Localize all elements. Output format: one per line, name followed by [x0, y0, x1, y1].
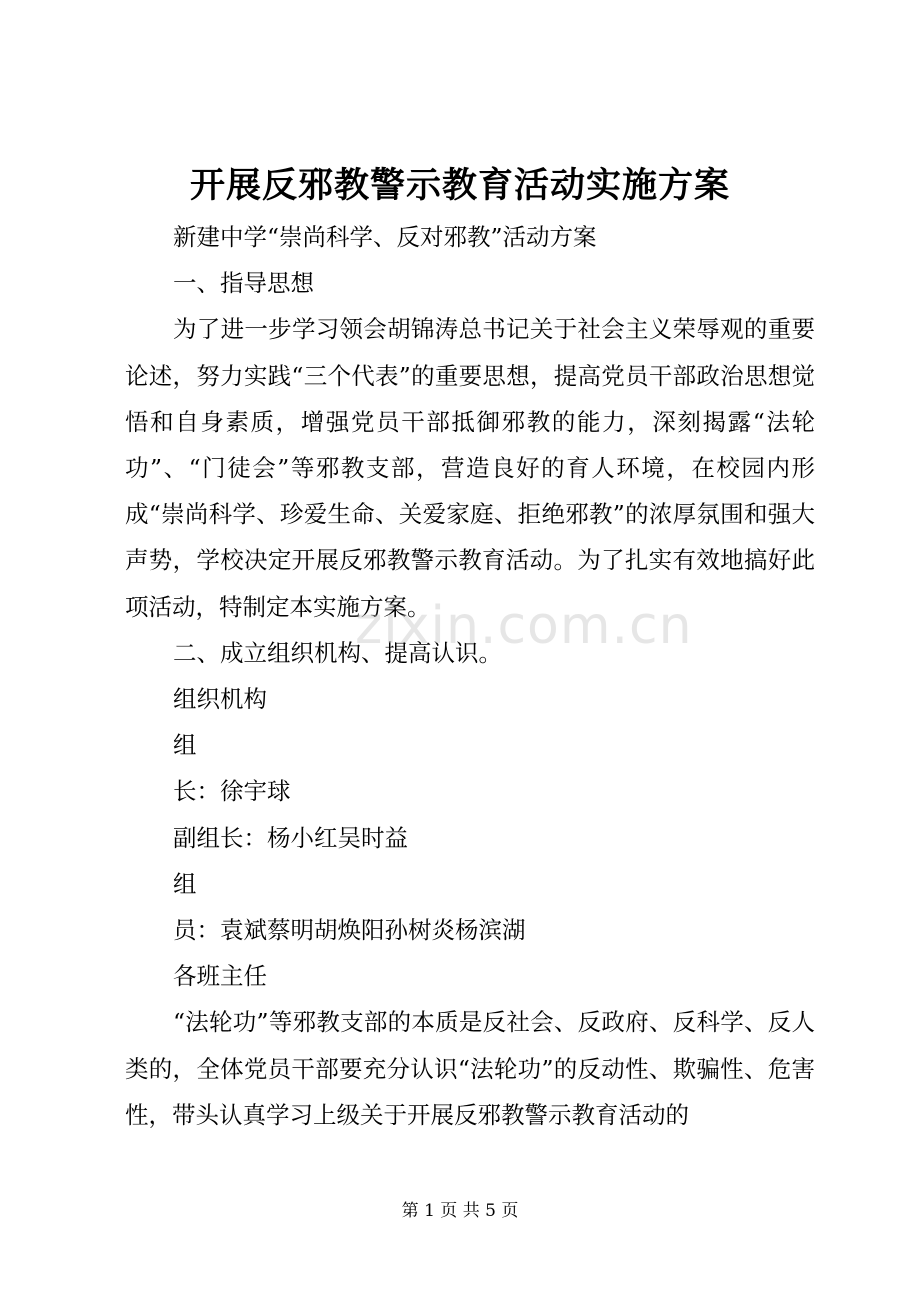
paragraph-member-prefix: 组	[173, 869, 197, 898]
document-body	[125, 214, 815, 1138]
paragraph-heading-organization: 二、成立组织机构、提高认识。	[173, 638, 502, 667]
paragraph-organization-label: 组织机构	[173, 685, 267, 714]
paragraph-cult-nature: “法轮功”等邪教支部的本质是反社会、反政府、反科学、反人类的，全体党员干部要充分认识“法轮功”的反动性、欺骗性、危害性，带头认真学习上级关于开展反邪教警示教育活动的	[125, 1008, 815, 1129]
watermark: zixin.com.cn	[355, 596, 693, 656]
paragraph-heading-guiding-thought: 一、指导思想	[173, 269, 314, 298]
paragraph-purpose: 为了进一步学习领会胡锦涛总书记关于社会主义荣辱观的重要论述，努力实践“三个代表”的重要思想，提高党员干部政治思想觉悟和自身素质，增强党员干部抵御邪教的能力，深刻揭露“法轮功”、“门徒会”等邪教支部，营造良好的育人环境，在校园内形成“崇尚科学、珍爱生命、关爱家庭、拒绝邪教”的浓厚氛围和强大声势，学校决定开展反邪教警示教育活动。为了扎实有效地搞好此项活动，特制定本实施方案。	[125, 315, 815, 621]
paragraph-group-prefix: 组	[173, 731, 197, 760]
paragraph-class-teachers: 各班主任	[173, 962, 267, 991]
paragraph-members: 员：袁斌蔡明胡焕阳孙树炎杨滨湖	[173, 916, 526, 945]
paragraph-deputy-leader: 副组长：杨小红吴时益	[173, 823, 408, 852]
page-footer: 第 1 页 共 5 页	[401, 1201, 519, 1221]
paragraph-group-leader: 长：徐宇球	[173, 777, 291, 806]
document-title: 开展反邪教警示教育活动实施方案	[189, 165, 730, 206]
paragraph-subtitle: 新建中学“崇尚科学、反对邪教”活动方案	[173, 223, 597, 251]
